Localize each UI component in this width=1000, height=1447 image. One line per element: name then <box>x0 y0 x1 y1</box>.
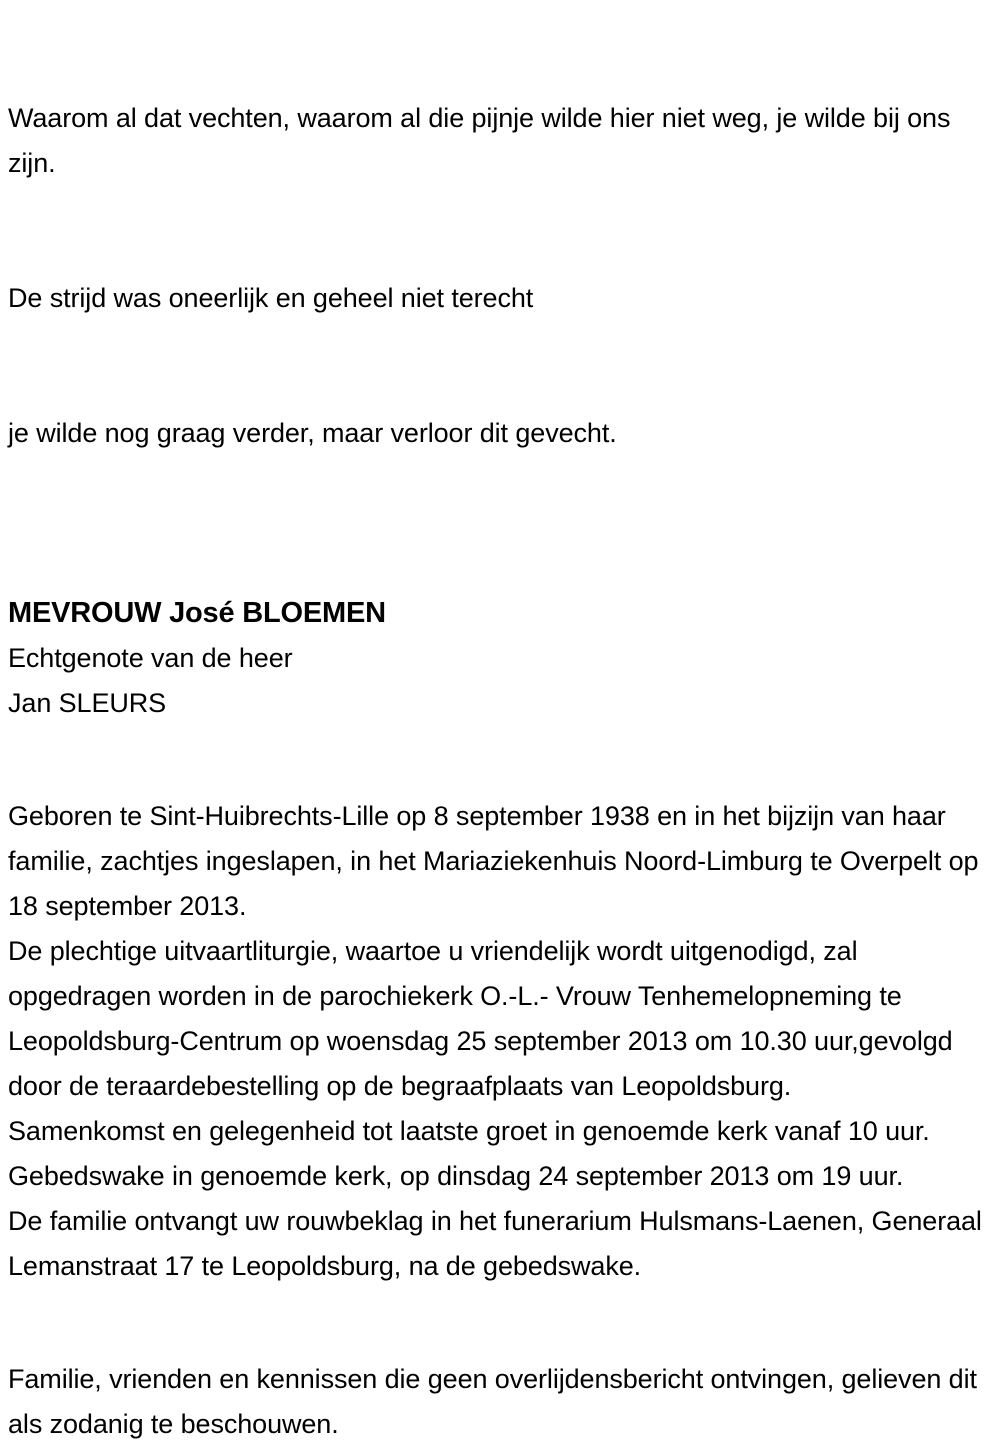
condolences-info: De familie ontvangt uw rouwbeklag in het funerarium Hulsmans-Laenen, Generaal Lemanstraat 17 te Leopoldsburg, na de gebedswake. <box>8 1206 990 1281</box>
poem-line-2: De strijd was oneerlijk en geheel niet terecht <box>8 283 534 313</box>
poem-line-1: Waarom al dat vechten, waarom al die pijnje wilde hier niet weg, je wilde bij ons zijn. <box>8 103 958 178</box>
prayer-vigil-info: Gebedswake in genoemde kerk, op dinsdag 24 september 2013 om 19 uur. <box>8 1161 904 1191</box>
gathering-info: Samenkomst en gelegenheid tot laatste groet in genoemde kerk vanaf 10 uur. <box>8 1116 930 1146</box>
poem-line-3: je wilde nog graag verder, maar verloor dit gevecht. <box>8 418 617 448</box>
funeral-service-info: De plechtige uitvaartliturgie, waartoe u vriendelijk wordt uitgenodigd, zal opgedragen worden in de parochiekerk O.-L.- Vrouw Tenhemelopneming te Leopoldsburg-Centrum op woensdag 25 september 2013 om 10.30 uur,gevolgd door de teraardebestelling op de begraafplaats van Leopoldsburg. <box>8 936 960 1101</box>
closing-notice <box>8 1357 994 1447</box>
memorial-poem <box>8 6 994 546</box>
deceased-full-name: MEVROUW José BLOEMEN <box>8 597 386 629</box>
birth-and-death-info: Geboren te Sint-Huibrechts-Lille op 8 september 1938 en in het bijzijn van haar familie, zachtjes ingeslapen, in het Mariaziekenhuis Noord-Limburg te Overpelt op 18 september 2013. <box>8 801 986 921</box>
spouse-name: Jan SLEURS <box>8 688 167 718</box>
spouse-relation-label: Echtgenote van de heer <box>8 643 293 673</box>
general-notice-text: Familie, vrienden en kennissen die geen overlijdensbericht ontvingen, gelieven dit als zodanig te beschouwen. <box>8 1364 985 1439</box>
deceased-name-group <box>8 591 994 726</box>
funeral-details <box>8 794 994 1289</box>
